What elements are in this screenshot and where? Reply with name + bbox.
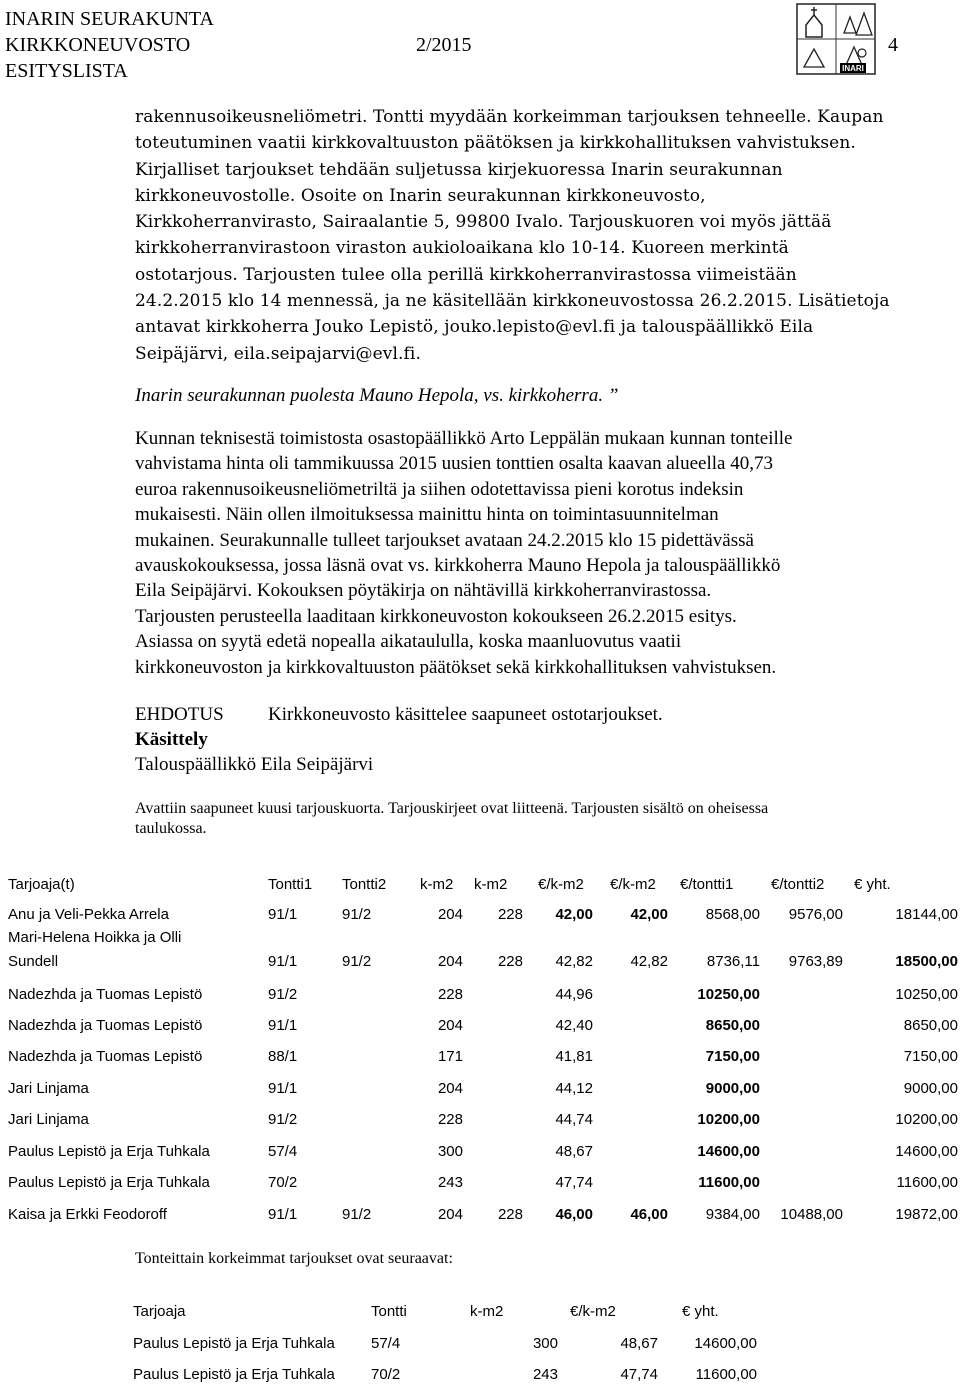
table-header-cell: €/k-m2 [610, 876, 656, 893]
price-plot1-cell: 10200,00 [697, 1111, 760, 1128]
text-line: 24.2.2015 klo 14 mennessä, ja ne käsitellään kirkkoneuvostossa 26.2.2015. Lisätietoja [135, 291, 890, 312]
text-line: vahvistama hinta oli tammikuussa 2015 uusien tonttien osalta kaavan alueella 40,73 [135, 453, 773, 475]
km2-cell: 300 [532, 1335, 558, 1352]
org-name: INARIN SEURAKUNTA [5, 8, 214, 30]
text-line: Eila Seipäjärvi. Kokouksen pöytäkirja on nähtävillä kirkkoherranvirastossa. [135, 580, 712, 602]
text-line: Kirjalliset tarjoukset tehdään suljetussa kirjekuoressa Inarin seurakunnan [135, 159, 783, 180]
price-per-km2-cell: 48,67 [620, 1335, 658, 1352]
price-per-km2-cell: 47,74 [555, 1174, 593, 1191]
bidder-name: Paulus Lepistö ja Erja Tuhkala [133, 1366, 335, 1383]
price-per-km2-cell: 41,81 [555, 1048, 593, 1065]
table-header-cell: Tarjoaja(t) [8, 876, 75, 893]
table-header-cell: Tontti2 [342, 876, 387, 893]
plot1-cell: 91/1 [268, 906, 298, 923]
text-line: antavat kirkkoherra Jouko Lepistö, jouko.lepisto@evl.fi ja talouspäällikkö Eila [135, 317, 814, 338]
plot1-cell: 91/2 [268, 1111, 298, 1128]
total-cell: 14600,00 [895, 1143, 958, 1160]
announcement-signature: Inarin seurakunnan puolesta Mauno Hepola, vs. kirkkoherra. ” [135, 385, 619, 406]
bidder-name: Nadezhda ja Tuomas Lepistö [8, 1017, 203, 1034]
km2-cell: 300 [437, 1143, 463, 1160]
price-plot2-cell: 10488,00 [780, 1206, 843, 1223]
table-header-cell: €/k-m2 [538, 876, 584, 893]
text-line: Avattiin saapuneet kuusi tarjouskuorta. Tarjouskirjeet ovat liitteenä. Tarjousten sisältö on oheisessa [135, 800, 769, 817]
km2-cell: 243 [437, 1174, 463, 1191]
table-header-cell: k-m2 [474, 876, 508, 893]
explanation-text [135, 426, 935, 680]
plot2-cell: 91/2 [342, 906, 372, 923]
price-plot1-cell: 9000,00 [705, 1080, 760, 1097]
text-line: kirkkoneuvoston ja kirkkovaltuuston päätökset sekä kirkkohallituksen vahvistuksen. [135, 656, 777, 678]
plot1-cell: 91/2 [268, 986, 298, 1003]
issue-number: 2/2015 [416, 34, 472, 56]
price-per-km2-cell: 44,96 [555, 986, 593, 1003]
plot2-cell: 91/2 [342, 953, 372, 970]
bidder-name: Paulus Lepistö ja Erja Tuhkala [8, 1143, 210, 1160]
table-header-cell: Tontti1 [268, 876, 313, 893]
text-line: rakennusoikeusneliömetri. Tontti myydään korkeimman tarjouksen tehneelle. Kaupan [135, 107, 884, 127]
text-line: kirkkoneuvostolle. Osoite on Inarin seurakunnan kirkkoneuvosto, [135, 185, 706, 206]
price-per-km2-cell: 48,67 [555, 1143, 593, 1160]
table-header-cell: € yht. [854, 876, 891, 893]
handling-note [135, 799, 935, 839]
price-plot1-cell: 8650,00 [705, 1017, 760, 1034]
text-line: avauskokouksessa, jossa läsnä ovat vs. kirkkoherra Mauno Hepola ja talouspäällikkö [135, 555, 781, 577]
total-cell: 11600,00 [695, 1366, 757, 1383]
total-cell: 10250,00 [895, 986, 958, 1003]
price-per-km2-cell: 46,00 [630, 1206, 668, 1223]
price-plot1-cell: 8568,00 [705, 906, 760, 923]
km2-cell: 228 [437, 986, 463, 1003]
total-cell: 7150,00 [903, 1048, 958, 1065]
text-line: Kunnan teknisestä toimistosta osastopäällikkö Arto Leppälän mukaan kunnan tonteille [135, 428, 793, 449]
text-line: euroa rakennusoikeusneliömetriltä ja siihen odotettavissa pieni korotus indeksin [135, 478, 744, 500]
price-per-km2-cell: 42,00 [630, 906, 668, 923]
price-plot1-cell: 8736,11 [706, 953, 760, 970]
km2-cell: 243 [532, 1366, 558, 1383]
bidder-name: Paulus Lepistö ja Erja Tuhkala [8, 1174, 210, 1191]
plot1-cell: 91/1 [268, 953, 298, 970]
presenter: Talouspäällikkö Eila Seipäjärvi [135, 754, 374, 775]
table-header-cell: k-m2 [470, 1303, 504, 1320]
price-per-km2-cell: 42,00 [555, 906, 593, 923]
total-cell: 8650,00 [903, 1017, 958, 1034]
km2-cell: 228 [437, 1111, 463, 1128]
price-plot1-cell: 9384,00 [705, 1206, 760, 1223]
km2-cell: 204 [437, 1017, 463, 1034]
bidder-name: Sundell [8, 953, 59, 970]
bidder-name: Paulus Lepistö ja Erja Tuhkala [133, 1335, 335, 1352]
total-cell: 18500,00 [895, 953, 958, 970]
price-per-km2-cell: 42,82 [555, 953, 593, 970]
price-plot1-cell: 10250,00 [697, 986, 760, 1003]
price-plot2-cell: 9576,00 [788, 906, 843, 923]
km2-cell: 204 [437, 953, 463, 970]
price-plot1-cell: 7150,00 [705, 1048, 760, 1065]
table-header-cell: €/k-m2 [570, 1303, 616, 1320]
text-line: kirkkoherranvirastoon viraston aukioloaikana klo 10-14. Kuoreen merkintä [135, 238, 789, 259]
text-line: mukainen. Seurakunnalle tulleet tarjoukset avataan 24.2.2015 klo 15 pidettävässä [135, 529, 754, 551]
text-line: mukaisesti. Näin ollen ilmoituksessa mainittu hinta on toimintasuunnitelman [135, 504, 719, 526]
handling-label: Käsittely [135, 729, 208, 750]
highest-bids-intro: Tonteittain korkeimmat tarjoukset ovat seuraavat: [135, 1250, 453, 1267]
plot1-cell: 70/2 [268, 1174, 298, 1191]
bidder-name: Kaisa ja Erkki Feodoroff [8, 1206, 167, 1223]
bidder-name: Jari Linjama [8, 1111, 89, 1128]
km2-cell: 204 [437, 1080, 463, 1097]
bidder-name: Jari Linjama [8, 1080, 89, 1097]
bidder-name: Mari-Helena Hoikka ja Olli [8, 929, 182, 946]
proposal-label: EHDOTUS [135, 704, 224, 725]
price-per-km2-cell: 47,74 [620, 1366, 658, 1383]
price-plot2-cell: 9763,89 [788, 953, 843, 970]
table-header-cell: €/tontti1 [680, 876, 734, 893]
total-cell: 9000,00 [903, 1080, 958, 1097]
text-line: Asiassa on syytä edetä nopealla aikataululla, koska maanluovutus vaatii [135, 631, 682, 653]
price-per-km2-cell: 44,12 [555, 1080, 593, 1097]
plot1-cell: 57/4 [268, 1143, 298, 1160]
price-per-km2-cell: 42,40 [555, 1017, 593, 1034]
plot1-cell: 91/1 [268, 1206, 298, 1223]
km2-cell: 171 [437, 1048, 463, 1065]
text-line: Tarjousten perusteella laaditaan kirkkoneuvoston kokoukseen 26.2.2015 esitys. [135, 605, 737, 627]
text-line: taulukossa. [135, 820, 207, 837]
total-cell: 18144,00 [895, 906, 958, 923]
table-header-cell: k-m2 [420, 876, 454, 893]
price-per-km2-cell: 46,00 [555, 1206, 593, 1223]
plot1-cell: 91/1 [268, 1017, 298, 1034]
km2-cell: 228 [497, 953, 523, 970]
text-line: ostotarjous. Tarjousten tulee olla perillä kirkkoherranvirastossa viimeistään [135, 264, 797, 285]
table-header-cell: Tarjoaja [133, 1303, 186, 1320]
price-per-km2-cell: 44,74 [555, 1111, 593, 1128]
board-name: KIRKKONEUVOSTO [5, 34, 191, 56]
bidder-name: Anu ja Veli-Pekka Arrela [8, 906, 169, 923]
plot1-cell: 91/1 [268, 1080, 298, 1097]
total-cell: 10200,00 [895, 1111, 958, 1128]
table-header-cell: €/tontti2 [771, 876, 825, 893]
plot-cell: 57/4 [371, 1335, 401, 1352]
total-cell: 14600,00 [694, 1335, 757, 1352]
km2-cell: 228 [497, 1206, 523, 1223]
total-cell: 11600,00 [896, 1174, 958, 1191]
logo-text: INARI [842, 64, 864, 73]
total-cell: 19872,00 [895, 1206, 958, 1223]
parish-logo-icon [796, 3, 876, 75]
plot1-cell: 88/1 [268, 1048, 298, 1065]
announcement-text [135, 104, 935, 367]
proposal-text: Kirkkoneuvosto käsittelee saapuneet ostotarjoukset. [268, 704, 663, 725]
km2-cell: 204 [437, 906, 463, 923]
price-plot1-cell: 11600,00 [698, 1174, 760, 1191]
text-line: Kirkkoherranvirasto, Sairaalantie 5, 99800 Ivalo. Tarjouskuoren voi myös jättää [135, 212, 832, 233]
plot2-cell: 91/2 [342, 1206, 372, 1223]
bidder-name: Nadezhda ja Tuomas Lepistö [8, 986, 203, 1003]
bidder-name: Nadezhda ja Tuomas Lepistö [8, 1048, 203, 1065]
plot-cell: 70/2 [371, 1366, 401, 1383]
price-plot1-cell: 14600,00 [697, 1143, 760, 1160]
price-per-km2-cell: 42,82 [630, 953, 668, 970]
page-number: 4 [888, 34, 898, 56]
document-type: ESITYSLISTA [5, 60, 128, 82]
table-header-cell: € yht. [682, 1303, 719, 1320]
text-line: toteutuminen vaatii kirkkovaltuuston päätöksen ja kirkkohallituksen vahvistuksen. [135, 133, 856, 154]
km2-cell: 228 [497, 906, 523, 923]
table-header-cell: Tontti [371, 1303, 407, 1320]
km2-cell: 204 [437, 1206, 463, 1223]
text-line: Seipäjärvi, eila.seipajarvi@evl.fi. [135, 343, 421, 364]
